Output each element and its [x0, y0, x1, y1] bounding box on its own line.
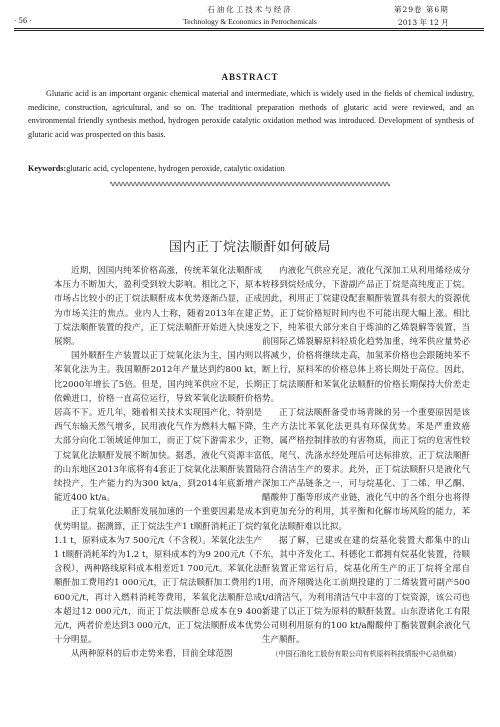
- paragraph: 从两种原料的后市走势来看，目前全球范围: [71, 649, 233, 660]
- paragraph: 内液化气供应充足，液化气深加工从利用烯烃成分转移到烷烃成分，下游副产品正丁烷是高纯度正丁烷。因此，利用正丁烷建设配套顺酐装置具有很大的资源优势，正丁烷价格短时间内也不可能出现大幅上涨。相比之下，纯苯很大部分来自于炼油的乙烯裂解等装置，当前国际乙烯裂解原料轻质化趋势加重，纯苯供应量势必将减少，价格将继续走高，加氢苯价格也会跟随纯苯不断上行，原料苯的价格总体上将长期处于高位。因此，正丁烷法顺酐和苯氧化法顺酐的价格长期保持大价差走势。: [262, 266, 470, 404]
- paragraph: 据了解，已建或在建的烷基化装置大都集中的山东，其中齐发化工、科德化工都拥有烷基化装置，待顺酐装置正常运行后，烷基化所生产的正丁烷将全部自用，而齐翔腾达化工前期投建的丁二烯装置可副产500 t/d清洁气，为利用清洁气中丰富的丁烷资源，该公司也新建了以正丁烷为原料的顺酐装置。山东澄诸化工有限公司则利用原有的100 kt/a醋酸仲丁酯装置剩余液化气生产顺酐。: [262, 535, 470, 646]
- article-title: 国内正丁烷法顺酐如何破局: [168, 240, 331, 255]
- page-number: · 56 ·: [14, 17, 32, 25]
- keywords-label: Keywords:: [28, 164, 67, 173]
- paragraph: 近期，因国内纯苯价格高涨，传统苯氧化法顺酐成本压力不断加大，盈利受到较大影响。相比之下，原本市场占比较小的正丁烷法顺酐成本优势逐渐凸显，正成为市场关注的焦点。业内人士称，随着2013年在建正丁烷法顺酐装置的投产，正丁烷法顺酐开始进入快速发展期。: [54, 266, 262, 348]
- abstract-heading: ABSTRACT: [221, 72, 279, 82]
- journal-title-cn: 石油化工技术与经济: [207, 5, 293, 14]
- keywords-text: glutaric acid, cyclopentene, hydrogen peroxide, catalytic oxidation: [66, 164, 285, 173]
- keywords-line: [28, 162, 474, 175]
- header-rule-top: [14, 28, 484, 29]
- paragraph: 正丁烷法顺酐备受市场青睐的另一个重要原因是该生产方法比苯氧化法更具有环保优势。苯是严重致癌物，属严格控制排放的有害物质，而正丁烷的危害性较低，尾气、洗涤水经处理后可达标排放，正丁烷法顺酐符合清洁生产的要求。此外，正丁烷法顺酐只是液化气深加工产品链条之一，可与烷基化、丁二烯、甲乙酮、醋酸仲丁酯等形成产业链，液化气中的各个组分也将得到更加充分的利用，其平衡和化解市场风险的能力，苯氧化法顺酐难以比拟。: [262, 408, 470, 532]
- wave-divider: [110, 180, 390, 188]
- journal-title-en: Technology & Economics in Petrochemicals: [183, 17, 317, 26]
- issue-number: 第29卷 第6期: [394, 5, 449, 14]
- source-note: （中国石油化工股份有限公司有机原料科技情报中心站供稿）: [271, 650, 461, 659]
- paragraph: 正丁烷氧化法顺酐发展加速的一个重要因素是成本优势明显。据测算，正丁烷法生产1 t顺酐消耗正丁烷约1.1 t，原料成本为7 500元/t（不含税）。苯氧化法生产1 t顺酐消耗苯约为1.2 t，原料成本约为9 200元/t（不含税），两种路线原料成本相差近1 700元/t。苯氧化法顺酐加工费用约1 000元/t，正丁烷法顺酐加工费用约1 600元/t，再计入燃料消耗等费用，苯氧化法顺酐总成本超过12 000元/t，而正丁烷法顺酐总成本在9 400元/t，两者价差达到3 000元/t，正丁烷法顺酐成本优势十分明显。: [54, 507, 262, 646]
- column-left: [54, 264, 262, 662]
- column-right: [262, 264, 470, 662]
- header-rule-bottom: [14, 30, 484, 31]
- paragraph: 国外顺酐生产装置以正丁烷氧化法为主，国内则以苯氧化法为主。我国顺酐2012年产量达到约800 kt，比2000年增长了5倍。但是，国内纯苯供应不足，长期依赖进口，价格一直高位运行，导致苯氧化法顺酐价格居高不下。近几年，随着相关技术实现国产化，特别是西气东输天然气增多，民用液化气作为燃料大幅下降，大部分向化工领域延伸加工，而正丁烷下游需求少，正丁烷氧化法顺酐发展不断加快。据悉，液化气资源丰富的山东地区2013年底将有4套正丁烷氧化法顺酐装置陆续投产，生产能力约为300 kt/a，到2014年底新增产能近400 kt/a。: [54, 351, 262, 504]
- abstract-body: Glutaric acid is an important organic chemical material and intermediate, which is widely used in the fields of chemical industry, medicine, construction, agricultural, and so on. The traditional preparation methods of glutaric acid were reviewed, and an environmental friendly synthesis method, hydrogen peroxide catalytic oxidation method was introduced. Development of synthesis of glutaric acid was prospected on this basis.: [28, 89, 474, 139]
- issue-date: 2013 年 12 月: [398, 18, 449, 27]
